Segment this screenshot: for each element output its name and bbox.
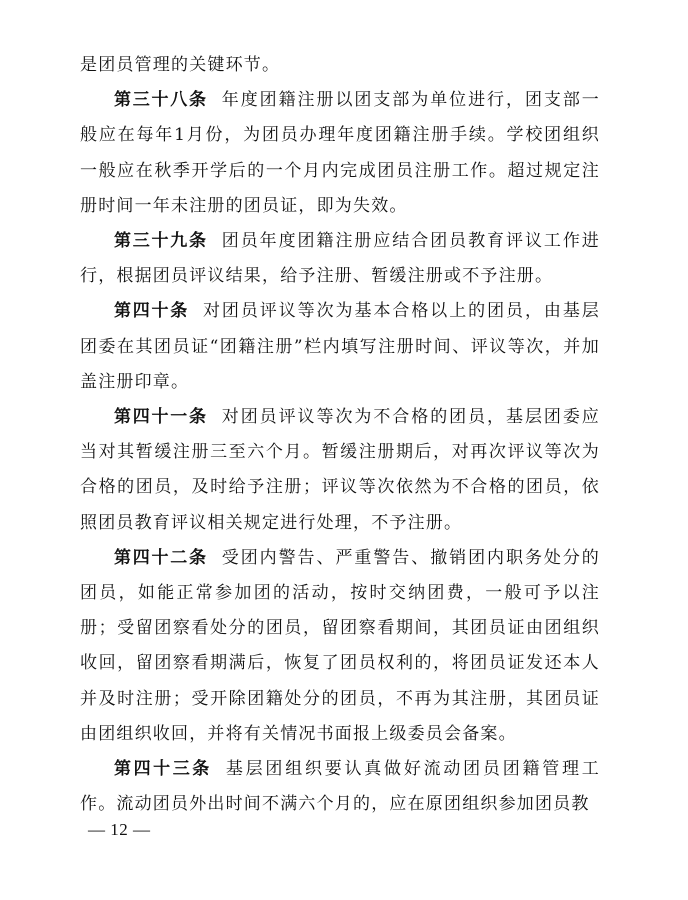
article-42 [80, 541, 600, 752]
article-text: 受团内警告、严重警告、撤销团内职务处分的团员，如能正常参加团的活动，按时交纳团费，一般可予以注册；受留团察看处分的团员，留团察看期间，其团员证由团组织收回，留团察看期满后，恢复了团员权利的，将团员证发还本人并及时注册；受开除团籍处分的团员，不再为其注册，其团员证由团组织收回，并将有关情况书面报上级委员会备案。 [80, 547, 600, 744]
article-text: 对团员评议等次为不合格的团员，基层团委应当对其暂缓注册三至六个月。暂缓注册期后，对再次评议等次为合格的团员，及时给予注册；评议等次依然为不合格的团员，依照团员教育评议相关规定进行处理，不予注册。 [80, 407, 600, 533]
article-40 [80, 294, 600, 400]
article-38 [80, 83, 600, 224]
page-number: — 12 — [88, 820, 151, 839]
article-number: 第三十九条 [114, 231, 208, 252]
article-number: 第三十八条 [114, 90, 208, 111]
article-text: 团员年度团籍注册应结合团员教育评议工作进行，根据团员评议结果，给予注册、暂缓注册或不予注册。 [80, 231, 600, 287]
document-page [80, 48, 600, 822]
lead-text: 是团员管理的关键环节。 [80, 55, 281, 75]
article-text: 年度团籍注册以团支部为单位进行，团支部一般应在每年1月份，为团员办理年度团籍注册手续。学校团组织一般应在秋季开学后的一个月内完成团员注册工作。超过规定注册时间一年未注册的团员证，即为失效。 [80, 90, 600, 216]
article-number: 第四十条 [114, 301, 189, 322]
article-41 [80, 400, 600, 541]
article-39 [80, 224, 600, 294]
article-text: 对团员评议等次为基本合格以上的团员，由基层团委在其团员证“团籍注册”栏内填写注册时间、评议等次，并加盖注册印章。 [80, 301, 600, 392]
lead-paragraph [80, 48, 600, 83]
article-number: 第四十二条 [114, 547, 208, 568]
article-number: 第四十一条 [114, 407, 208, 428]
article-number: 第四十三条 [114, 759, 212, 780]
article-text: 基层团组织要认真做好流动团员团籍管理工作。流动团员外出时间不满六个月的，应在原团组织参加团员教 [80, 759, 600, 815]
article-43 [80, 752, 600, 822]
